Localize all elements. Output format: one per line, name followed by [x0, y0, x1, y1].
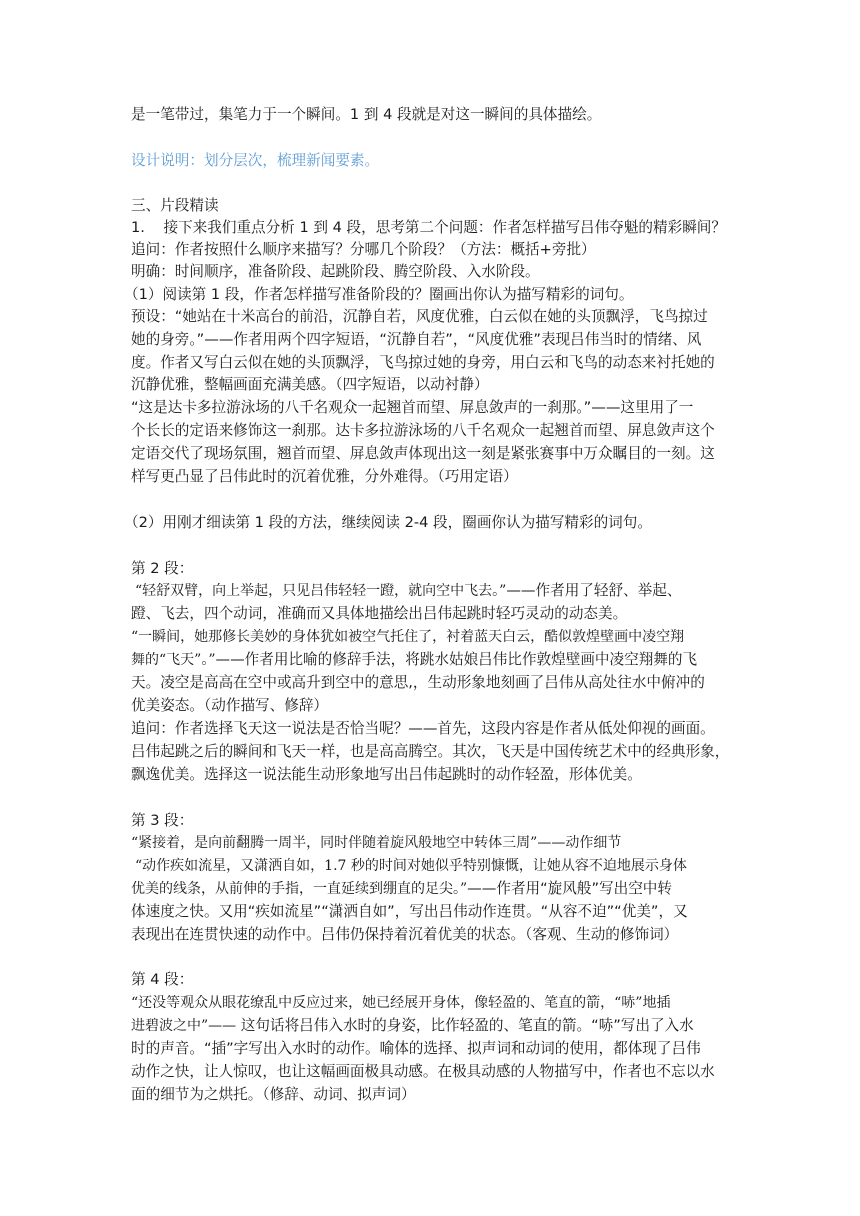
- para2-quote-2: “一瞬间，她那修长美妙的身体犹如被空气托住了，衬着蓝天白云，酷似敦煌壁画中凌空翔: [131, 629, 685, 645]
- para2-commentary: ——作者用比喻的修辞手法，将跳水姑娘吕伟比作敦煌壁画中凌空翔舞的飞: [215, 651, 698, 668]
- para4-text-line: 时的声音。“插”字写出入水时的动作。喻体的选择、拟声词和动词的使用，都体现了吕伟: [131, 1040, 701, 1057]
- para4-quote-line: [131, 1015, 694, 1037]
- para2-commentary: ——作者用了轻舒、举起、: [506, 582, 682, 599]
- design-note: 设计说明：划分层次，梳理新闻要素。: [131, 152, 380, 169]
- moment-line: “这是达卡多拉游泳场的八千名观众一起翘首而望、屏息敛声的一刹那。”——这里用了一: [131, 399, 694, 416]
- intro-line: 是一笔带过，集笔力于一个瞬间。1 到 4 段就是对这一瞬间的具体描绘。: [131, 106, 602, 123]
- moment-line: 个长长的定语来修饰这一刹那。达卡多拉游泳场的八千名观众一起翘首而望、屏息敛声这个: [131, 422, 715, 439]
- para2-text-line: 蹬、飞去，四个动词，准确而又具体地描绘出吕伟起跳时轻巧灵动的动态美。: [131, 605, 628, 622]
- reading-task-2: （2）用刚才细读第 1 段的方法，继续阅读 2-4 段，圈画你认为描写精彩的词句。: [124, 514, 652, 531]
- question-1: 1. 接下来我们重点分析 1 到 4 段，思考第二个问题：作者怎样描写吕伟夺魁的精彩瞬间？: [131, 219, 726, 236]
- preset-line: 她的身旁。”——作者用两个四字短语，“沉静自若”，“风度优雅”表现吕伟当时的情绪、风: [131, 331, 702, 348]
- para2-label: 第 2 段：: [131, 560, 194, 577]
- para3-quote-1: “紧接着，是向前翻腾一周半，同时伴随着旋风般地空中转体三周”——动作细节: [131, 835, 622, 851]
- para2-text-line: 吕伟起跳之后的瞬间和飞天一样，也是高高腾空。其次，飞天是中国传统艺术中的经典形象，: [131, 743, 730, 760]
- para4-commentary: 这句话将吕伟入水时的身姿，比作轻盈的、笔直的箭。“哧”写出了入水: [236, 1017, 694, 1034]
- para3-quote-line: [131, 878, 672, 900]
- para2-text-line: 优美姿态。（动作描写、修辞）: [131, 697, 329, 714]
- preset-line: 沉静优雅，整幅画面充满美感。（四字短语，以动衬静）: [131, 376, 489, 393]
- para2-quote-line: [131, 649, 697, 671]
- para3-quote-2: “动作疾如流星，又潇洒自如，1.7 秒的时间对她似乎特别慷慨，让她从容不迫地展示身体: [135, 858, 687, 874]
- para2-text-line: 飘逸优美。选择这一说法能生动形象地写出吕伟起跳时的动作轻盈，形体优美。: [131, 766, 642, 783]
- para2-quote-2-end: 舞的“飞天”。”: [131, 652, 216, 668]
- section-heading: 三、片段精读: [131, 197, 219, 214]
- preset-line: 预设：“她站在十米高台的前沿，沉静自若，风度优雅，白云似在她的头顶飘浮，飞鸟掠过: [131, 308, 708, 325]
- followup-question: 追问：作者按照什么顺序来描写？分哪几个阶段？（方法：概括+旁批）: [131, 241, 596, 258]
- clarification: 明确：时间顺序，准备阶段、起跳阶段、腾空阶段、入水阶段。: [131, 263, 540, 280]
- para2-quote-1: “轻舒双臂，向上举起，只见吕伟轻轻一蹬，就向空中飞去。”: [135, 583, 507, 599]
- para3-quote-2-end: 优美的线条，从前伸的手指，一直延续到绷直的足尖。”: [131, 881, 468, 897]
- moment-line: 样写更凸显了吕伟此时的沉着优雅，分外难得。（巧用定语）: [131, 468, 518, 485]
- moment-line: 定语交代了现场氛围，翘首而望、屏息敛声体现出这一刻是紧张赛事中万众瞩目的一刻。这: [131, 445, 715, 462]
- para2-text-line: 追问：作者选择飞天这一说法是否恰当呢？——首先，这段内容是作者从低处仰视的画面。: [131, 720, 715, 737]
- para3-label: 第 3 段：: [131, 812, 194, 829]
- para4-text-line: 面的细节为之烘托。（修辞、动词、拟声词）: [131, 1086, 416, 1103]
- reading-task-1: （1）阅读第 1 段，作者怎样描写准备阶段的？圈画出你认为描写精彩的词句。: [124, 286, 634, 303]
- para2-quote-line: [135, 580, 681, 602]
- para4-text-line: 动作之快，让人惊叹，也让这幅画面极具动感。在极具动感的人物描写中，作者也不忘以水: [131, 1063, 715, 1080]
- para3-text-line: 体速度之快。又用“疾如流星”“潇洒自如”，写出吕伟动作连贯。“从容不迫”“优美”，又: [131, 903, 688, 920]
- para4-quote-1: “还没等观众从眼花缭乱中反应过来，她已经展开身体，像轻盈的、笔直的箭，“哧”地插: [131, 995, 671, 1011]
- preset-line: 度。作者又写白云似在她的头顶飘浮，飞鸟掠过她的身旁，用白云和飞鸟的动态来衬托她的: [131, 354, 715, 371]
- para3-text-line: 表现出在连贯快速的动作中。吕伟仍保持着沉着优美的状态。（客观、生动的修饰词）: [131, 926, 679, 943]
- para2-text-line: 天。凌空是高高在空中或高升到空中的意思,，生动形象地刻画了吕伟从高处往水中俯冲的: [131, 674, 705, 691]
- para4-quote-2: 进碧波之中”——: [131, 1018, 237, 1034]
- para4-label: 第 4 段：: [131, 971, 194, 988]
- para3-commentary: ——作者用“旋风般”写出空中转: [467, 880, 672, 897]
